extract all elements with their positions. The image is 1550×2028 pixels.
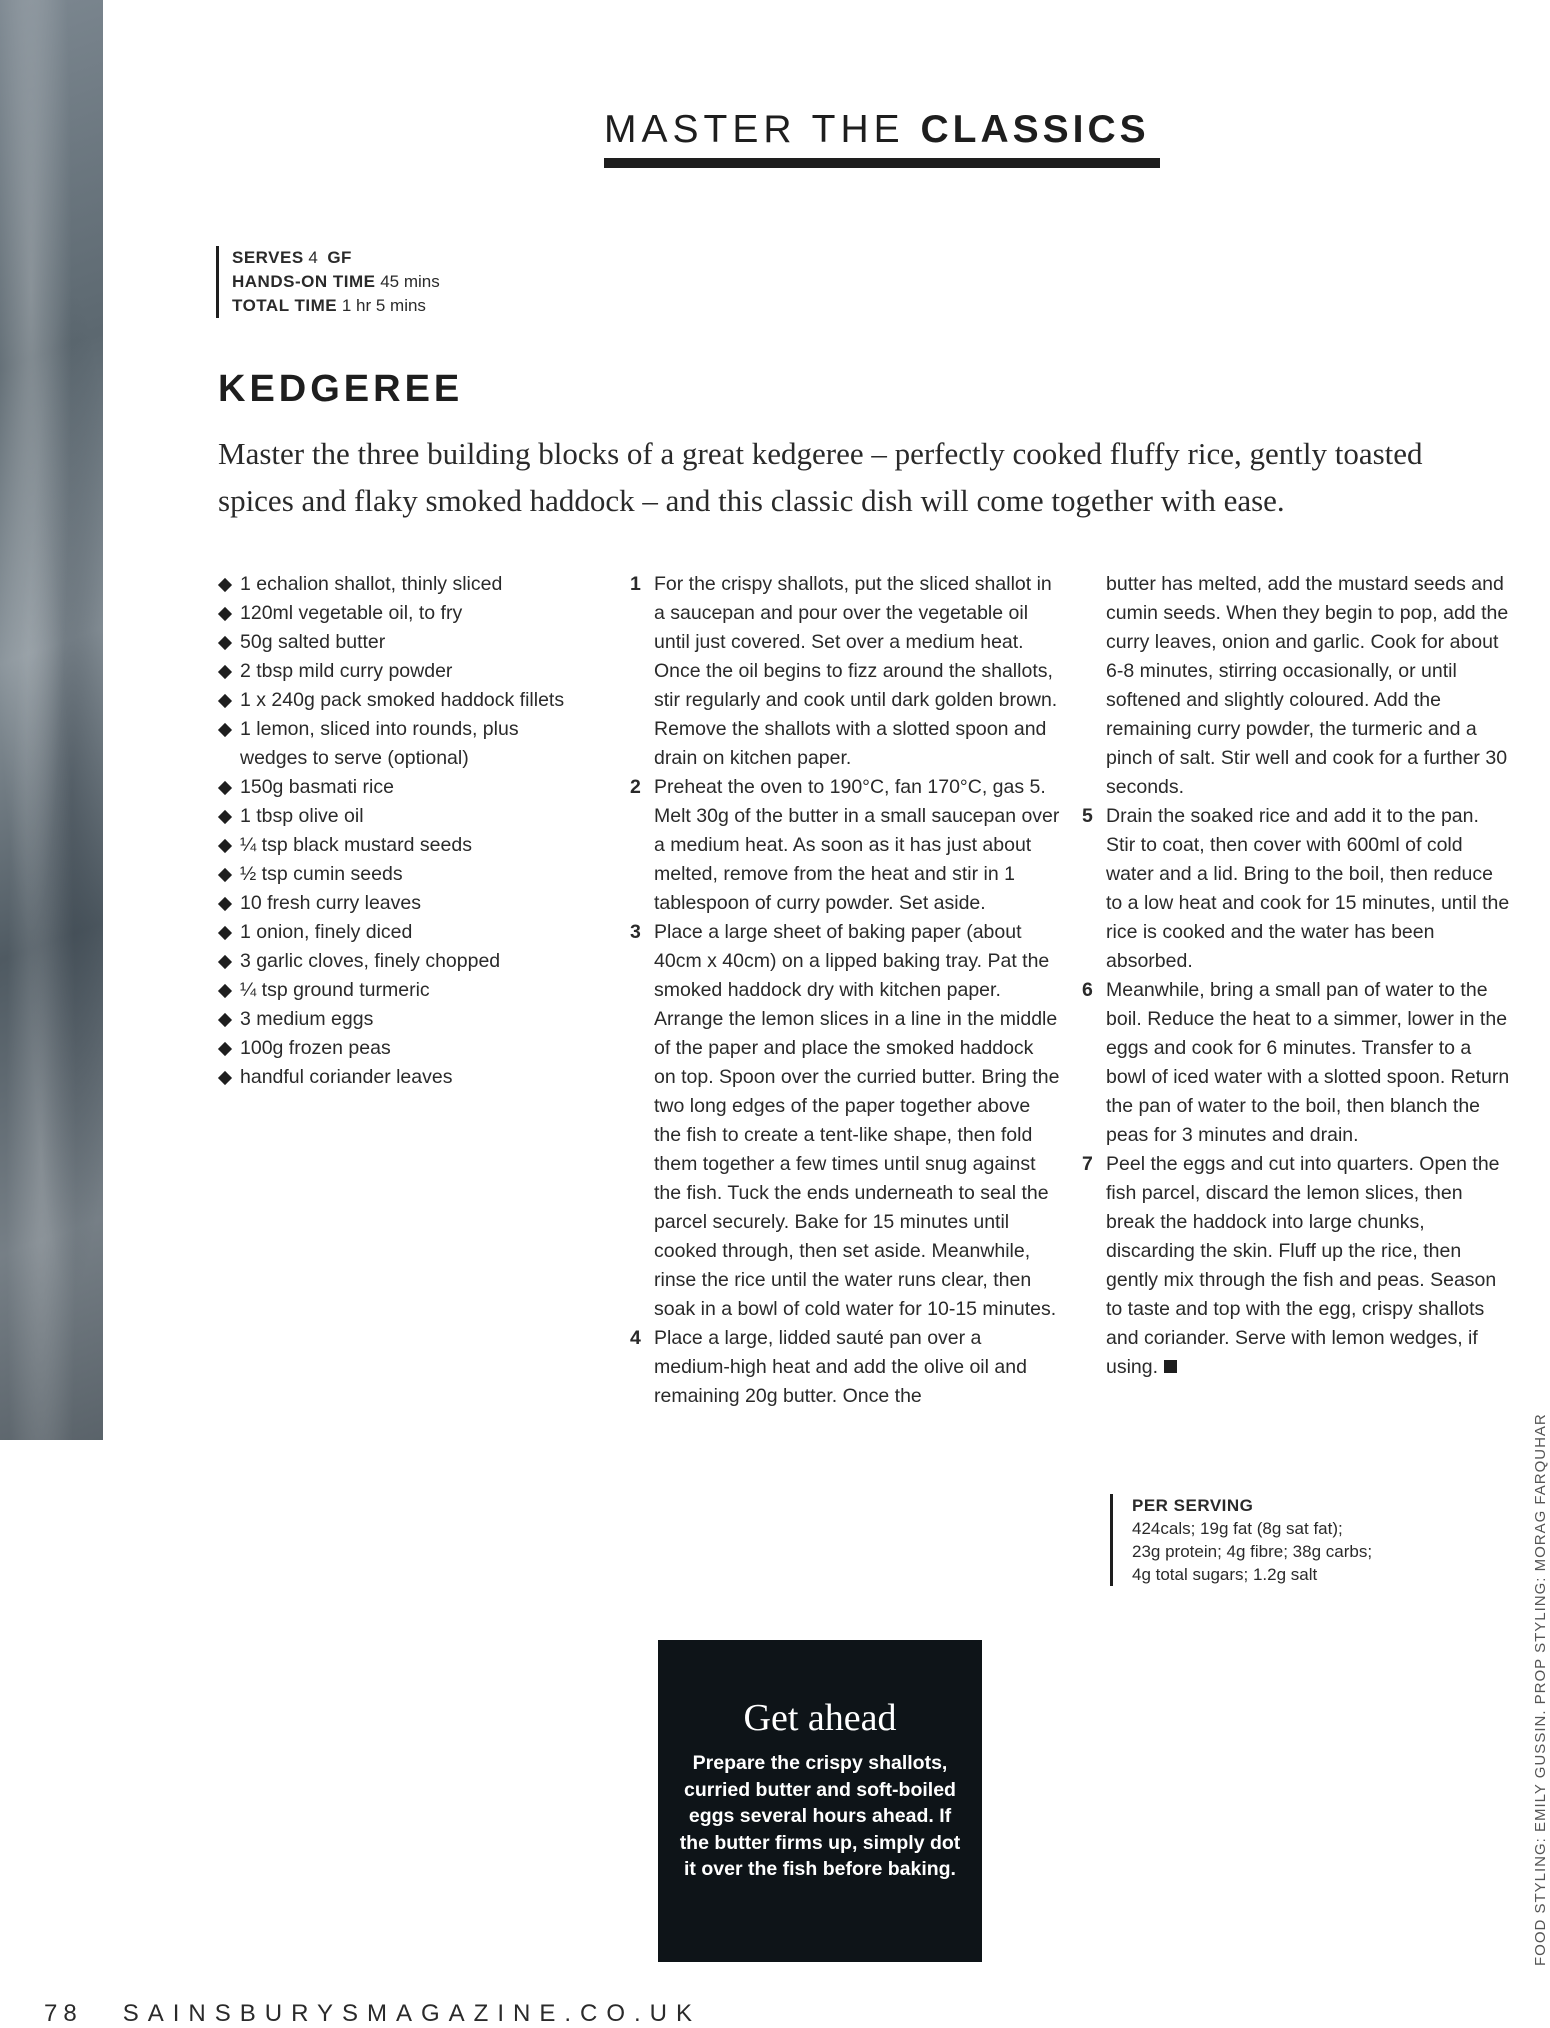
bullet-diamond-icon (218, 897, 232, 911)
step-number: 4 (630, 1327, 641, 1349)
step-number: 2 (630, 776, 641, 798)
nutrition-line: 23g protein; 4g fibre; 38g carbs; (1132, 1542, 1373, 1561)
ingredient-text: 1 tbsp olive oil (240, 805, 364, 827)
bullet-diamond-icon (218, 955, 232, 969)
ingredient-item (218, 831, 588, 860)
series-header-light: MASTER THE (604, 108, 905, 151)
method-step-3 (630, 918, 1060, 1324)
total-time-row (232, 294, 440, 318)
hands-on-row (232, 270, 440, 294)
ingredient-text: ¼ tsp ground turmeric (240, 979, 430, 1001)
ingredient-text: 1 lemon, sliced into rounds, plus wedges to serve (optional) (240, 718, 519, 769)
ingredient-item (218, 889, 588, 918)
method-column-2 (1082, 570, 1512, 1382)
method-column-1 (630, 570, 1060, 1411)
method-step-1 (630, 570, 1060, 773)
ingredient-item (218, 599, 588, 628)
bullet-diamond-icon (218, 578, 232, 592)
total-time-label: TOTAL TIME (232, 296, 338, 315)
step-number: 5 (1082, 805, 1093, 827)
nutrition-line: 424cals; 19g fat (8g sat fat); (1132, 1519, 1343, 1538)
step-number: 7 (1082, 1153, 1093, 1175)
method-step-4-continued: butter has melted, add the mustard seeds and cumin seeds. When they begin to pop, add the curry leaves, onion and garlic. Cook for about 6-8 minutes, stirring occasionally, or until softened and slightly coloured. Add the remaining curry powder, the turmeric and a pinch of salt. Stir well and cook for a further 30 seconds. (1106, 573, 1509, 798)
nutrition-panel (1110, 1494, 1462, 1586)
ingredient-item (218, 715, 588, 773)
ingredient-text: 1 onion, finely diced (240, 921, 413, 943)
ingredient-text: ¼ tsp black mustard seeds (240, 834, 472, 856)
ingredient-text: 1 echalion shallot, thinly sliced (240, 573, 503, 595)
bullet-diamond-icon (218, 1071, 232, 1085)
step-number: 3 (630, 921, 641, 943)
ingredient-item (218, 1005, 588, 1034)
ingredient-item (218, 1063, 588, 1092)
ingredient-item (218, 802, 588, 831)
ingredient-item (218, 686, 588, 715)
ingredient-item (218, 773, 588, 802)
step-text: Peel the eggs and cut into quarters. Open the fish parcel, discard the lemon slices, then break the haddock into large chunks, discarding the skin. Fluff up the rice, then gently mix through the fish and peas. Season to taste and top with the egg, crispy shallots and coriander. Serve with lemon wedges, if using. (1106, 1153, 1500, 1378)
step-text: Place a large, lidded sauté pan over a medium-high heat and add the olive oil and remaining 20g butter. Once the (654, 1327, 1027, 1407)
footer-site: SAINSBURYSMAGAZINE.CO.UK (122, 2000, 701, 2027)
ingredient-item (218, 947, 588, 976)
nutrition-label: PER SERVING (1132, 1496, 1254, 1515)
bullet-diamond-icon (218, 810, 232, 824)
bullet-diamond-icon (218, 781, 232, 795)
bullet-diamond-icon (218, 723, 232, 737)
bullet-diamond-icon (218, 665, 232, 679)
step-text: Meanwhile, bring a small pan of water to the boil. Reduce the heat to a simmer, lower in the eggs and cook for 6 minutes. Transfer to a bowl of iced water with a slotted spoon. Return the pan of water to the boil, then blanch the peas for 3 minutes and drain. (1106, 979, 1510, 1146)
step-text: Place a large sheet of baking paper (about 40cm x 40cm) on a lipped baking tray. Pat the smoked haddock dry with kitchen paper. Arrange the lemon slices in a line in the middle of the paper and place the smoked haddock on top. Spoon over the curried butter. Bring the two long edges of the paper together above the fish to create a tent-like shape, then fold them together a few times until snug against the fish. Tuck the ends underneath to seal the parcel securely. Bake for 15 minutes until cooked through, then set aside. Meanwhile, rinse the rice until the water runs clear, then soak in a bowl of cold water for 10-15 minutes. (654, 921, 1060, 1320)
step-text: For the crispy shallots, put the sliced shallot in a saucepan and pour over the vegetable oil until just covered. Set over a medium heat. Once the oil begins to fizz around the shallots, stir regularly and cook until dark golden brown. Remove the shallots with a slotted spoon and drain on kitchen paper. (654, 573, 1058, 769)
ingredient-item (218, 1034, 588, 1063)
get-ahead-title: Get ahead (743, 1697, 897, 1739)
bullet-diamond-icon (218, 607, 232, 621)
serves-label: SERVES (232, 248, 304, 267)
ingredient-item (218, 657, 588, 686)
bullet-diamond-icon (218, 694, 232, 708)
bullet-diamond-icon (218, 636, 232, 650)
bullet-diamond-icon (218, 868, 232, 882)
page-number: 78 (44, 2000, 83, 2027)
step-number: 1 (630, 573, 641, 595)
ingredient-text: 10 fresh curry leaves (240, 892, 421, 914)
nutrition-line: 4g total sugars; 1.2g salt (1132, 1565, 1318, 1584)
ingredient-text: 120ml vegetable oil, to fry (240, 602, 463, 624)
ingredient-text: 3 medium eggs (240, 1008, 374, 1030)
get-ahead-text: Prepare the crispy shallots, curried butter and soft-boiled eggs several hours ahead. If the butter firms up, simply dot it over the fish before baking. (679, 1752, 961, 1880)
hands-on-value: 45 mins (380, 272, 440, 291)
ingredient-text: 100g frozen peas (240, 1037, 391, 1059)
bullet-diamond-icon (218, 984, 232, 998)
photo-credits: FOOD STYLING: EMILY GUSSIN. PROP STYLING: MORAG FARQUHAR (1532, 1413, 1549, 1966)
method-step-7 (1082, 1150, 1512, 1382)
ingredient-item (218, 976, 588, 1005)
recipe-title: KEDGEREE (218, 368, 464, 410)
method-step-4 (630, 1324, 1060, 1411)
ingredient-text: 50g salted butter (240, 631, 386, 653)
ingredient-text: 3 garlic cloves, finely chopped (240, 950, 501, 972)
header-rule (604, 158, 1160, 168)
series-header (604, 108, 1160, 152)
ingredient-text: 2 tbsp mild curry powder (240, 660, 453, 682)
diet-badge: GF (327, 248, 352, 267)
page-footer (44, 2000, 701, 2028)
recipe-intro: Master the three building blocks of a great kedgeree – perfectly cooked fluffy rice, gently toasted spices and flaky smoked haddock – and this classic dish will come together with ease. (218, 436, 1423, 518)
ingredient-item (218, 570, 588, 599)
ingredients-list (218, 570, 588, 1092)
method-step-5 (1082, 802, 1512, 976)
series-header-bold: CLASSICS (920, 108, 1150, 151)
step-text: Drain the soaked rice and add it to the pan. Stir to coat, then cover with 600ml of cold water and a lid. Bring to the boil, then reduce to a low heat and cook for 15 minutes, until the rice is cooked and the water has been absorbed. (1106, 805, 1510, 972)
bullet-diamond-icon (218, 1042, 232, 1056)
end-mark-icon (1164, 1360, 1177, 1373)
hands-on-label: HANDS-ON TIME (232, 272, 376, 291)
method-step-2 (630, 773, 1060, 918)
bullet-diamond-icon (218, 839, 232, 853)
ingredient-text: ½ tsp cumin seeds (240, 863, 403, 885)
serves-value: 4 (308, 248, 318, 267)
ingredient-item (218, 628, 588, 657)
ingredient-text: 1 x 240g pack smoked haddock fillets (240, 689, 565, 711)
bullet-diamond-icon (218, 1013, 232, 1027)
serves-row (232, 246, 440, 270)
ingredient-item (218, 860, 588, 889)
ingredient-text: 150g basmati rice (240, 776, 394, 798)
ingredient-text: handful coriander leaves (240, 1066, 453, 1088)
ingredient-item (218, 918, 588, 947)
bullet-diamond-icon (218, 926, 232, 940)
step-text: Preheat the oven to 190°C, fan 170°C, gas 5. Melt 30g of the butter in a small saucepan over a medium heat. As soon as it has just about melted, remove from the heat and stir in 1 tablespoon of curry powder. Set aside. (654, 776, 1060, 914)
recipe-meta (216, 246, 440, 318)
step-number: 6 (1082, 979, 1093, 1001)
total-time-value: 1 hr 5 mins (341, 296, 426, 315)
method-step-6 (1082, 976, 1512, 1150)
get-ahead-box (658, 1640, 982, 1962)
marble-background-strip (0, 0, 103, 1440)
